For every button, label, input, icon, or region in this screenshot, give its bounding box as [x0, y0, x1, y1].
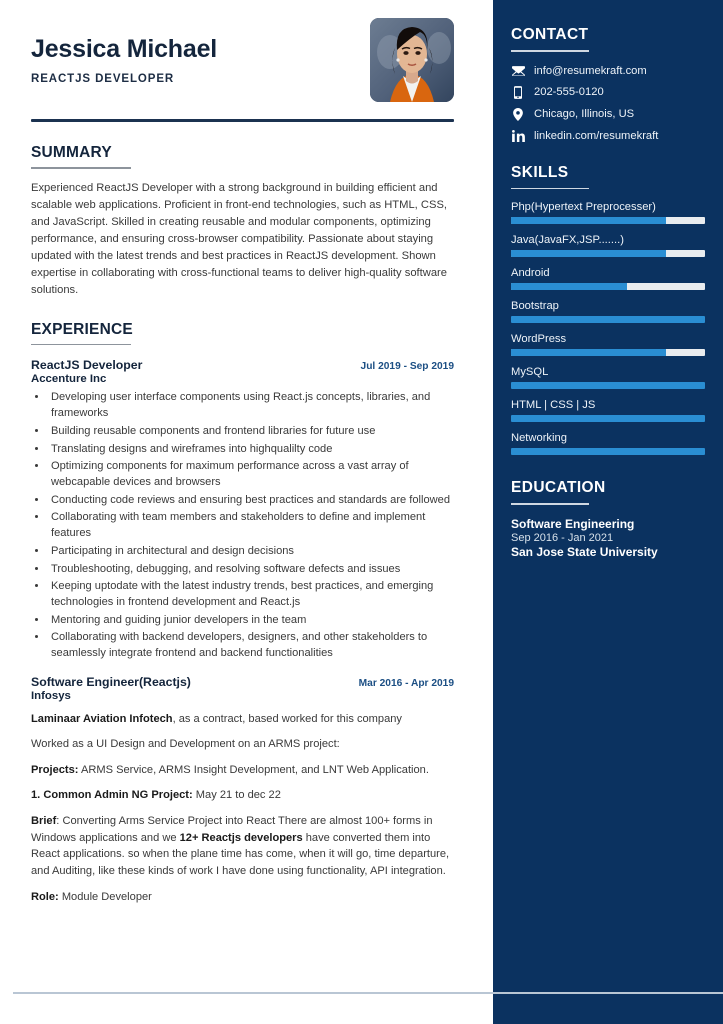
job-company: Accenture Inc [31, 373, 107, 386]
experience-job [31, 675, 454, 906]
experience-job [31, 358, 454, 661]
skill-progress-fill [511, 250, 666, 257]
skills-heading-underline [511, 188, 589, 190]
job-paragraph-text: Module Developer [58, 890, 152, 903]
skill-label: MySQL [511, 366, 549, 379]
summary-heading: SUMMARY [31, 144, 112, 161]
page-break-divider [13, 992, 723, 994]
skill-progress-track [511, 250, 705, 257]
skill-progress-track [511, 349, 705, 356]
skill-progress-track [511, 448, 705, 455]
contact-item[interactable] [511, 65, 705, 77]
contact-heading: CONTACT [511, 26, 589, 43]
job-paragraph-text: ARMS Service, ARMS Insight Development, and LNT Web Application. [78, 763, 429, 776]
skills-heading: SKILLS [511, 163, 569, 181]
education-degree: Software Engineering [511, 516, 635, 531]
job-paragraph [31, 889, 454, 906]
job-bullet: • Building reusable components and frontend libraries for future use [48, 423, 454, 439]
education-heading: EDUCATION [511, 479, 606, 497]
skill-progress-fill [511, 448, 705, 455]
skill-progress-track [511, 316, 705, 323]
job-bullet: • Conducting code reviews and ensuring best practices and standards are followed [48, 492, 454, 508]
experience-section [31, 321, 454, 906]
job-bullet: • Keeping uptodate with the latest industry trends, best practices, and emerging technologies in frontend development and React.js [48, 578, 454, 610]
job-paragraph-lead: Laminaar Aviation Infotech [31, 712, 173, 725]
skill-item [511, 267, 705, 290]
job-bullet: • Translating designs and wireframes into highqualilty code [48, 441, 454, 457]
job-paragraph-text: , as a contract, based worked for this company [172, 712, 402, 725]
job-role: ReactJS Developer [31, 358, 143, 373]
job-dates: Mar 2016 - Apr 2019 [358, 677, 454, 689]
job-paragraph-text: Worked as a UI Design and Development on an ARMS project: [31, 738, 340, 751]
linkedin-icon [511, 130, 525, 142]
job-paragraph-lead: 1. Common Admin NG Project: [31, 789, 193, 802]
education-entry [511, 517, 705, 559]
summary-section [31, 144, 454, 299]
experience-heading-underline [31, 344, 131, 346]
job-bullet: • Collaborating with team members and stakeholders to define and implement features [48, 509, 454, 541]
education-school: San Jose State University [511, 544, 658, 559]
skill-label: HTML | CSS | JS [511, 399, 596, 412]
envelope-icon [511, 66, 525, 76]
contact-item-text: 202-555-0120 [534, 86, 604, 99]
skill-item [511, 234, 705, 257]
skill-label: Java(JavaFX,JSP.......) [511, 234, 624, 247]
job-bullet: • Collaborating with backend developers, designers, and other stakeholders to seamlessly integrate frontend and backend functionalities [48, 629, 454, 661]
job-bullet: • Optimizing components for maximum performance across a vast array of webcapable devices and browsers [48, 458, 454, 490]
inline-emphasis: 12+ Reactjs developers [179, 831, 303, 844]
header-text-block [31, 18, 217, 85]
job-paragraph [31, 762, 454, 779]
candidate-job-title: REACTJS DEVELOPER [31, 72, 175, 85]
profile-photo-illustration [370, 18, 454, 102]
job-bullet: • Developing user interface components using React.js concepts, libraries, and frameworks [48, 389, 454, 421]
education-section [511, 479, 705, 559]
contact-item[interactable] [511, 130, 705, 142]
job-company: Infosys [31, 689, 71, 702]
job-paragraph-text: : Converting Arms Service Project into React There are almost 100+ forms in Windows applications and we 12+ Reactjs developers have converted them into React applications. so when the plane time has come, when it will go, time departure, and Auditing, like these kinds of work I have done using functionality, API integration. [31, 815, 450, 878]
skill-item [511, 300, 705, 323]
job-paragraph-text: May 21 to dec 22 [192, 789, 281, 802]
resume-sidebar-column [480, 0, 723, 1024]
contact-item-text: info@resumekraft.com [534, 64, 647, 77]
skill-label: Php(Hypertext Preprocesser) [511, 201, 656, 214]
skill-label: WordPress [511, 333, 567, 346]
contact-list [511, 65, 705, 142]
job-paragraph [31, 787, 454, 804]
skills-section [511, 164, 705, 456]
skill-progress-fill [511, 415, 705, 422]
job-bullet: • Troubleshooting, debugging, and resolving software defects and issues [48, 561, 454, 577]
skill-progress-fill [511, 382, 705, 389]
job-header-row [31, 675, 454, 689]
contact-item[interactable] [511, 86, 705, 99]
skill-progress-track [511, 382, 705, 389]
job-role: Software Engineer(Reactjs) [31, 674, 191, 689]
skill-label: Android [511, 267, 550, 280]
skill-progress-track [511, 415, 705, 422]
job-paragraph-lead: Role: [31, 890, 59, 903]
experience-jobs-container [31, 358, 454, 905]
contact-section [511, 26, 705, 142]
job-paragraph [31, 813, 454, 880]
mobile-phone-icon [511, 86, 525, 99]
contact-item-text: Chicago, Illinois, US [534, 108, 635, 121]
job-paragraph [31, 736, 454, 753]
candidate-name: Jessica Michael [31, 35, 218, 63]
skill-progress-fill [511, 316, 705, 323]
skill-item [511, 201, 705, 224]
resume-header [31, 18, 454, 102]
skill-item [511, 399, 705, 422]
skill-item [511, 333, 705, 356]
summary-heading-underline [31, 167, 131, 169]
contact-item[interactable] [511, 108, 705, 121]
skill-item [511, 432, 705, 455]
skill-label: Networking [511, 432, 567, 445]
profile-photo [370, 18, 454, 102]
education-dates: Sep 2016 - Jan 2021 [511, 531, 614, 544]
contact-heading-underline [511, 50, 589, 52]
sidebar-panel [493, 0, 723, 1024]
job-dates: Jul 2019 - Sep 2019 [360, 361, 454, 373]
skill-progress-track [511, 217, 705, 224]
map-pin-icon [511, 108, 525, 121]
skills-list [511, 201, 705, 455]
job-paragraph [31, 711, 454, 728]
job-paragraph-lead: Brief [31, 815, 57, 828]
job-bullet: • Participating in architectural and design decisions [48, 543, 454, 559]
job-paragraph-lead: Projects: [31, 763, 79, 776]
skill-label: Bootstrap [511, 300, 559, 313]
contact-item-text: linkedin.com/resumekraft [534, 129, 659, 142]
experience-heading: EXPERIENCE [31, 320, 133, 338]
job-header-row [31, 358, 454, 372]
skill-progress-fill [511, 283, 627, 290]
skill-progress-fill [511, 349, 666, 356]
skill-item [511, 366, 705, 389]
skill-progress-fill [511, 217, 666, 224]
job-bullet-list [48, 389, 454, 661]
skill-progress-track [511, 283, 705, 290]
summary-text: Experienced ReactJS Developer with a strong background in building efficient and scalable web applications. Proficient in front-end technologies, such as HTML, CSS, and JavaScript. Skilled in creating reusable and modular components, optimizing performance, and ensuring cross-browser compatibility. Passionate about staying updated with the latest trends and best practices in ReactJS development. Shown expertise in collaborating with cross-functional teams to deliver high-quality software solutions. [31, 181, 448, 296]
header-divider [31, 119, 454, 122]
education-heading-underline [511, 503, 589, 505]
job-bullet: • Mentoring and guiding junior developers in the team [48, 612, 454, 628]
